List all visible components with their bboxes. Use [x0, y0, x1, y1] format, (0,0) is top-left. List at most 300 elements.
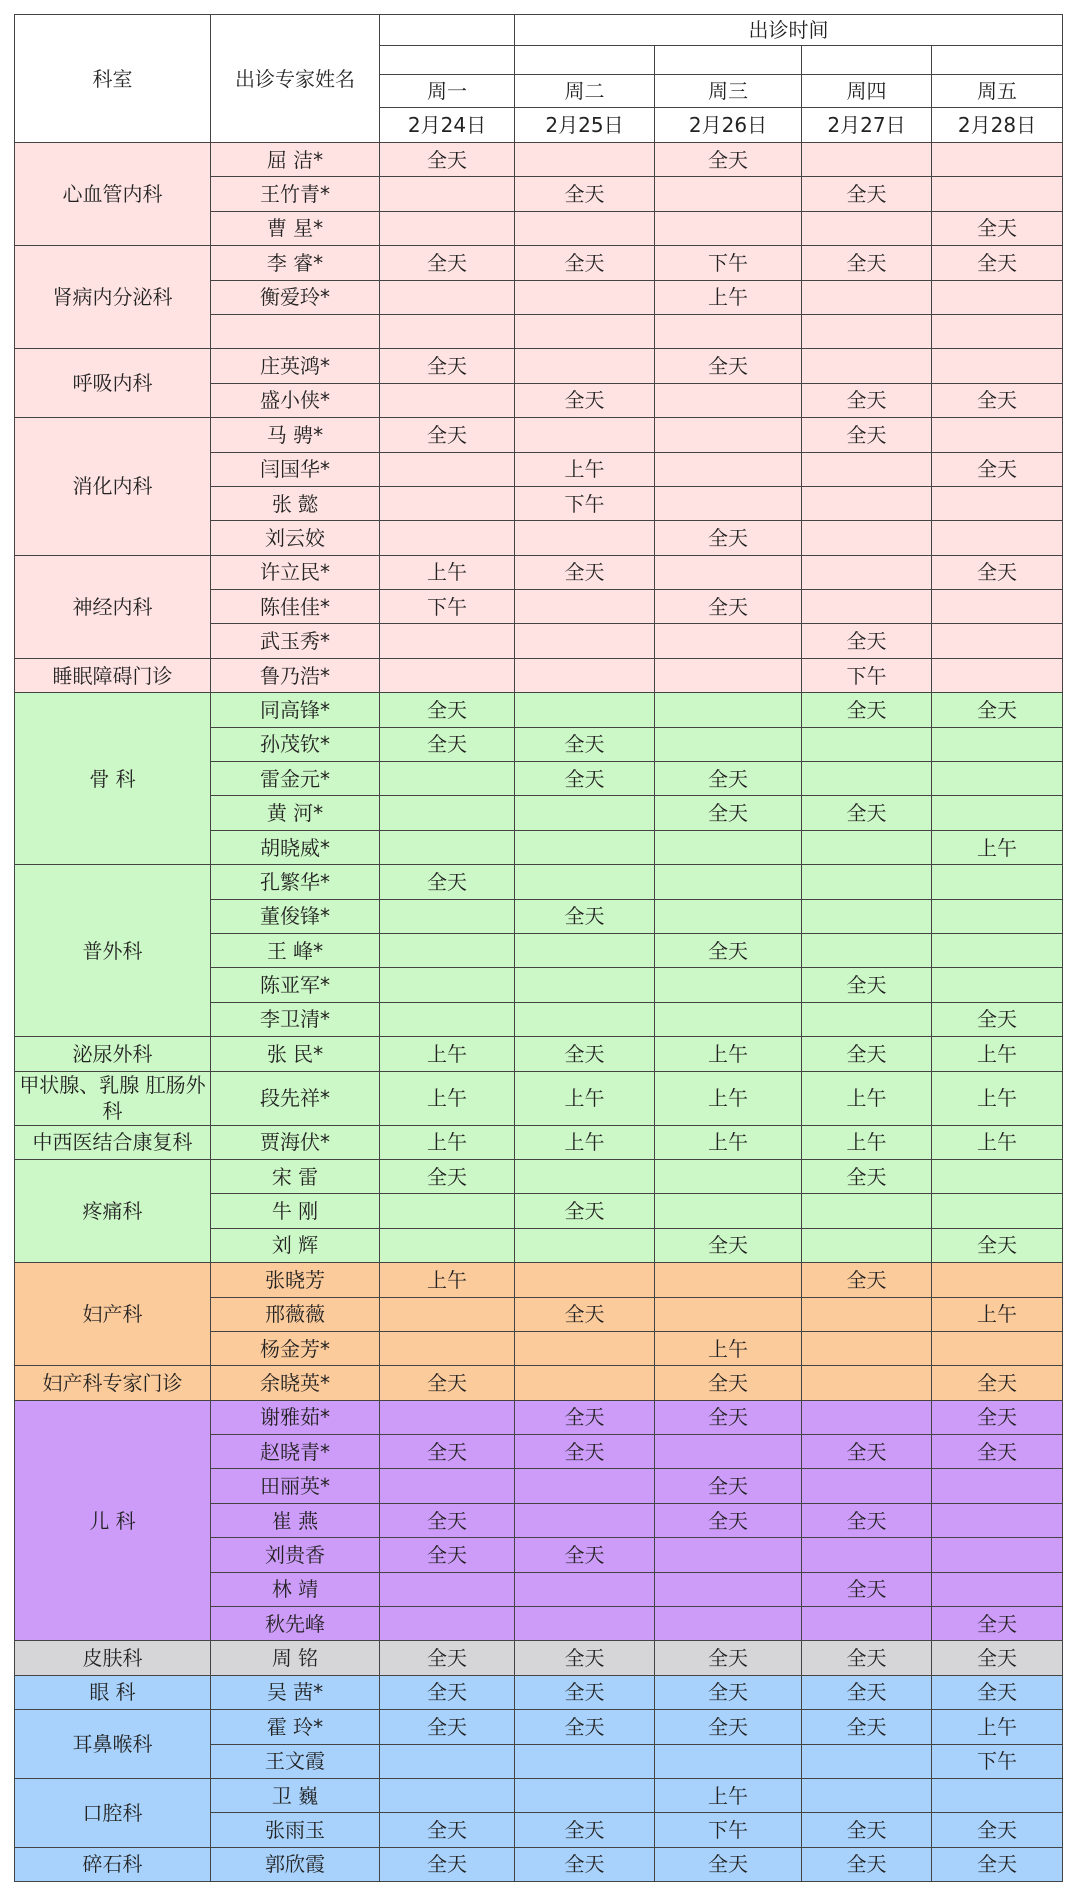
table-row: [15, 1641, 1063, 1675]
schedule-slot-cell: 下午: [515, 486, 655, 520]
schedule-slot-cell: 全天: [932, 1228, 1063, 1262]
schedule-slot-cell: [380, 1469, 515, 1503]
schedule-slot-cell: [515, 1607, 655, 1641]
schedule-slot-cell: [802, 1194, 932, 1228]
schedule-slot-cell: 全天: [802, 1159, 932, 1193]
schedule-slot-cell: [655, 486, 802, 520]
schedule-slot-cell: 全天: [932, 1641, 1063, 1675]
doctor-name-cell: 王竹青*: [211, 177, 380, 211]
doctor-name-cell: 同高锋*: [211, 693, 380, 727]
doctor-name-cell: 田丽英*: [211, 1469, 380, 1503]
weekday-header: 周二: [515, 75, 655, 108]
department-cell: 呼吸内科: [15, 349, 211, 418]
doctor-name-cell: 盛小侠*: [211, 383, 380, 417]
doctor-name-cell: 王文霞: [211, 1744, 380, 1778]
table-row: [15, 1125, 1063, 1159]
schedule-slot-cell: 上午: [655, 280, 802, 314]
schedule-slot-cell: [802, 349, 932, 383]
department-cell: 普外科: [15, 865, 211, 1037]
table-row: [15, 349, 1063, 383]
schedule-slot-cell: 全天: [802, 383, 932, 417]
schedule-slot-cell: 上午: [655, 1037, 802, 1071]
schedule-slot-cell: 上午: [655, 1125, 802, 1159]
schedule-slot-cell: 上午: [932, 1710, 1063, 1744]
schedule-slot-cell: 上午: [515, 452, 655, 486]
schedule-slot-cell: [932, 486, 1063, 520]
schedule-slot-cell: [932, 280, 1063, 314]
doctor-name-cell: 李卫清*: [211, 1002, 380, 1036]
doctor-name-cell: [211, 314, 380, 348]
schedule-slot-cell: 全天: [380, 865, 515, 899]
schedule-slot-cell: [380, 1002, 515, 1036]
doctor-name-cell: 胡晓威*: [211, 830, 380, 864]
schedule-slot-cell: [515, 1159, 655, 1193]
table-row: [15, 693, 1063, 727]
schedule-slot-cell: [655, 1538, 802, 1572]
doctor-name-cell: 黄 河*: [211, 796, 380, 830]
schedule-slot-cell: [802, 727, 932, 761]
schedule-slot-cell: [802, 1002, 932, 1036]
schedule-slot-cell: [380, 1228, 515, 1262]
schedule-slot-cell: 全天: [380, 693, 515, 727]
schedule-slot-cell: 全天: [802, 796, 932, 830]
schedule-slot-cell: 全天: [802, 693, 932, 727]
schedule-slot-cell: 全天: [802, 1710, 932, 1744]
schedule-slot-cell: 下午: [932, 1744, 1063, 1778]
schedule-slot-cell: 全天: [655, 1400, 802, 1434]
doctor-name-cell: 鲁乃浩*: [211, 658, 380, 692]
schedule-slot-cell: 全天: [932, 1607, 1063, 1641]
department-cell: 妇产科专家门诊: [15, 1366, 211, 1400]
schedule-slot-cell: [932, 1331, 1063, 1365]
schedule-slot-cell: 全天: [802, 624, 932, 658]
doctor-name-cell: 宋 雷: [211, 1159, 380, 1193]
schedule-slot-cell: [655, 1607, 802, 1641]
schedule-slot-cell: [655, 624, 802, 658]
doctor-name-cell: 赵晓青*: [211, 1435, 380, 1469]
doctor-name-cell: 王 峰*: [211, 933, 380, 967]
schedule-slot-cell: [655, 452, 802, 486]
schedule-slot-cell: 全天: [932, 1813, 1063, 1847]
schedule-slot-cell: 全天: [655, 1366, 802, 1400]
doctor-name-cell: 张 懿: [211, 486, 380, 520]
schedule-slot-cell: [932, 418, 1063, 452]
doctor-name-cell: 贾海伏*: [211, 1125, 380, 1159]
doctor-name-cell: 段先祥*: [211, 1071, 380, 1125]
schedule-slot-cell: 上午: [932, 1071, 1063, 1125]
doctor-name-cell: 刘贵香: [211, 1538, 380, 1572]
schedule-slot-cell: 全天: [380, 418, 515, 452]
department-cell: 口腔科: [15, 1778, 211, 1847]
schedule-slot-cell: [515, 693, 655, 727]
schedule-slot-cell: 全天: [655, 796, 802, 830]
schedule-slot-cell: 全天: [515, 1641, 655, 1675]
schedule-slot-cell: [932, 1572, 1063, 1606]
schedule-slot-cell: [802, 1744, 932, 1778]
table-row: [15, 1400, 1063, 1434]
schedule-slot-cell: 全天: [655, 1710, 802, 1744]
schedule-slot-cell: [932, 933, 1063, 967]
schedule-slot-cell: [655, 383, 802, 417]
doctor-name-cell: 许立民*: [211, 555, 380, 589]
schedule-slot-cell: [932, 899, 1063, 933]
table-row: [15, 1847, 1063, 1881]
schedule-slot-cell: [932, 727, 1063, 761]
table-row: [15, 418, 1063, 452]
table-row: [15, 1778, 1063, 1812]
schedule-slot-cell: 全天: [932, 555, 1063, 589]
schedule-slot-cell: [380, 762, 515, 796]
table-row: [15, 865, 1063, 899]
doctor-name-cell: 牛 刚: [211, 1194, 380, 1228]
schedule-slot-cell: [932, 796, 1063, 830]
table-row: [15, 1071, 1063, 1125]
schedule-slot-cell: 全天: [655, 1847, 802, 1881]
schedule-slot-cell: 全天: [515, 1538, 655, 1572]
schedule-slot-cell: [515, 1228, 655, 1262]
schedule-slot-cell: [802, 521, 932, 555]
department-cell: 儿 科: [15, 1400, 211, 1641]
doctor-name-cell: 郭欣霞: [211, 1847, 380, 1881]
schedule-slot-cell: [515, 796, 655, 830]
schedule-slot-cell: [380, 1331, 515, 1365]
schedule-slot-cell: 上午: [380, 1037, 515, 1071]
schedule-slot-cell: [802, 933, 932, 967]
schedule-slot-cell: [380, 658, 515, 692]
date-header: 2月27日: [802, 108, 932, 143]
schedule-slot-cell: [655, 1744, 802, 1778]
schedule-slot-cell: [932, 1263, 1063, 1297]
department-cell: 妇产科: [15, 1263, 211, 1366]
doctor-name-cell: 陈佳佳*: [211, 590, 380, 624]
doctor-name-cell: 周 铭: [211, 1641, 380, 1675]
schedule-slot-cell: 全天: [802, 1641, 932, 1675]
schedule-slot-cell: [655, 1194, 802, 1228]
schedule-slot-cell: [932, 624, 1063, 658]
schedule-slot-cell: [380, 314, 515, 348]
schedule-slot-cell: 全天: [380, 1503, 515, 1537]
schedule-slot-cell: [655, 555, 802, 589]
header-blank-cell: [380, 46, 515, 75]
doctor-name-cell: 曹 星*: [211, 211, 380, 245]
schedule-slot-cell: 全天: [515, 177, 655, 211]
schedule-slot-cell: 全天: [802, 1572, 932, 1606]
schedule-slot-cell: [932, 658, 1063, 692]
schedule-slot-cell: [932, 1194, 1063, 1228]
header-blank-cell: [515, 46, 655, 75]
schedule-slot-cell: [655, 1263, 802, 1297]
schedule-slot-cell: 全天: [515, 1675, 655, 1709]
schedule-slot-cell: [655, 211, 802, 245]
schedule-slot-cell: [515, 1366, 655, 1400]
table-row: [15, 658, 1063, 692]
schedule-slot-cell: [380, 899, 515, 933]
schedule-slot-cell: 全天: [515, 1037, 655, 1071]
schedule-slot-cell: 下午: [655, 246, 802, 280]
header-row-title: [15, 15, 1063, 46]
schedule-slot-cell: 全天: [932, 693, 1063, 727]
department-cell: 骨 科: [15, 693, 211, 865]
weekday-header: 周三: [655, 75, 802, 108]
doctor-name-cell: 张 民*: [211, 1037, 380, 1071]
schedule-slot-cell: [380, 1778, 515, 1812]
schedule-slot-cell: 全天: [802, 246, 932, 280]
doctor-name-cell: 庄英鸿*: [211, 349, 380, 383]
schedule-slot-cell: 全天: [802, 1263, 932, 1297]
schedule-slot-cell: 全天: [515, 1847, 655, 1881]
schedule-slot-cell: 全天: [655, 1641, 802, 1675]
doctor-name-cell: 孙茂钦*: [211, 727, 380, 761]
schedule-slot-cell: 上午: [932, 1037, 1063, 1071]
schedule-slot-cell: 全天: [655, 1228, 802, 1262]
schedule-slot-cell: 全天: [655, 521, 802, 555]
schedule-slot-cell: [655, 693, 802, 727]
department-cell: 肾病内分泌科: [15, 246, 211, 349]
schedule-slot-cell: 全天: [932, 452, 1063, 486]
schedule-slot-cell: [932, 590, 1063, 624]
schedule-slot-cell: [380, 624, 515, 658]
time-column-header: 出诊时间: [515, 15, 1063, 46]
doctor-name-cell: 刘云姣: [211, 521, 380, 555]
schedule-slot-cell: [380, 1194, 515, 1228]
doctor-name-cell: 孔繁华*: [211, 865, 380, 899]
schedule-slot-cell: 全天: [802, 1675, 932, 1709]
schedule-slot-cell: 全天: [932, 383, 1063, 417]
schedule-slot-cell: 全天: [380, 727, 515, 761]
schedule-slot-cell: 全天: [515, 899, 655, 933]
schedule-slot-cell: [515, 1744, 655, 1778]
doctor-name-cell: 马 骋*: [211, 418, 380, 452]
schedule-slot-cell: [802, 1469, 932, 1503]
doctor-name-cell: 董俊锋*: [211, 899, 380, 933]
schedule-slot-cell: [655, 899, 802, 933]
table-row: [15, 143, 1063, 177]
schedule-slot-cell: 上午: [802, 1125, 932, 1159]
schedule-slot-cell: [515, 1002, 655, 1036]
schedule-slot-cell: 全天: [802, 1503, 932, 1537]
department-cell: 甲状腺、乳腺 肛肠外科: [15, 1071, 211, 1125]
doctor-name-cell: 谢雅茹*: [211, 1400, 380, 1434]
schedule-slot-cell: [515, 1263, 655, 1297]
schedule-slot-cell: [802, 1366, 932, 1400]
schedule-slot-cell: [655, 418, 802, 452]
table-row: [15, 246, 1063, 280]
schedule-slot-cell: [802, 1538, 932, 1572]
schedule-slot-cell: 全天: [655, 1503, 802, 1537]
weekday-header: 周一: [380, 75, 515, 108]
schedule-slot-cell: 全天: [515, 1297, 655, 1331]
doctor-name-cell: 武玉秀*: [211, 624, 380, 658]
schedule-slot-cell: [380, 280, 515, 314]
schedule-slot-cell: [515, 968, 655, 1002]
schedule-slot-cell: 下午: [380, 590, 515, 624]
schedule-slot-cell: [655, 1435, 802, 1469]
schedule-slot-cell: 全天: [802, 1813, 932, 1847]
schedule-slot-cell: 全天: [655, 143, 802, 177]
date-header: 2月25日: [515, 108, 655, 143]
schedule-slot-cell: 全天: [932, 1400, 1063, 1434]
schedule-slot-cell: [932, 349, 1063, 383]
schedule-slot-cell: [932, 143, 1063, 177]
schedule-slot-cell: [515, 1572, 655, 1606]
schedule-slot-cell: 全天: [932, 1435, 1063, 1469]
schedule-slot-cell: [380, 452, 515, 486]
doctor-name-cell: 邢薇薇: [211, 1297, 380, 1331]
schedule-slot-cell: [802, 590, 932, 624]
schedule-slot-cell: [932, 865, 1063, 899]
schedule-slot-cell: [655, 1002, 802, 1036]
weekday-header: 周五: [932, 75, 1063, 108]
schedule-slot-cell: [380, 968, 515, 1002]
schedule-slot-cell: 上午: [655, 1071, 802, 1125]
schedule-slot-cell: [655, 314, 802, 348]
schedule-slot-cell: [802, 1297, 932, 1331]
table-row: [15, 1366, 1063, 1400]
schedule-slot-cell: [515, 211, 655, 245]
schedule-slot-cell: [655, 727, 802, 761]
schedule-slot-cell: [802, 899, 932, 933]
schedule-slot-cell: [380, 933, 515, 967]
date-header: 2月24日: [380, 108, 515, 143]
schedule-slot-cell: 全天: [655, 1675, 802, 1709]
schedule-slot-cell: [655, 1297, 802, 1331]
schedule-slot-cell: [802, 1400, 932, 1434]
schedule-slot-cell: [515, 1778, 655, 1812]
schedule-slot-cell: [515, 143, 655, 177]
department-cell: 皮肤科: [15, 1641, 211, 1675]
schedule-slot-cell: [380, 211, 515, 245]
doctor-name-cell: 杨金芳*: [211, 1331, 380, 1365]
schedule-table: [14, 14, 1063, 1882]
schedule-slot-cell: [380, 1744, 515, 1778]
schedule-slot-cell: [802, 314, 932, 348]
schedule-slot-cell: [380, 177, 515, 211]
doctor-column-header: 出诊专家姓名: [211, 15, 380, 143]
schedule-slot-cell: 下午: [655, 1813, 802, 1847]
schedule-slot-cell: 全天: [380, 1847, 515, 1881]
doctor-name-cell: 崔 燕: [211, 1503, 380, 1537]
schedule-slot-cell: 全天: [380, 349, 515, 383]
schedule-slot-cell: 全天: [380, 1538, 515, 1572]
schedule-slot-cell: [515, 1503, 655, 1537]
schedule-slot-cell: [515, 658, 655, 692]
header-blank-cell: [932, 46, 1063, 75]
schedule-slot-cell: [802, 1607, 932, 1641]
schedule-slot-cell: [515, 314, 655, 348]
department-cell: 神经内科: [15, 555, 211, 658]
schedule-slot-cell: 下午: [802, 658, 932, 692]
schedule-slot-cell: [380, 1400, 515, 1434]
schedule-slot-cell: [802, 143, 932, 177]
schedule-slot-cell: 上午: [380, 1125, 515, 1159]
schedule-slot-cell: [932, 1503, 1063, 1537]
doctor-name-cell: 吴 茜*: [211, 1675, 380, 1709]
schedule-slot-cell: [932, 1159, 1063, 1193]
schedule-slot-cell: 全天: [932, 246, 1063, 280]
schedule-slot-cell: [380, 1297, 515, 1331]
date-header: 2月26日: [655, 108, 802, 143]
schedule-slot-cell: 全天: [515, 246, 655, 280]
schedule-slot-cell: 上午: [380, 1263, 515, 1297]
schedule-slot-cell: 全天: [380, 1710, 515, 1744]
schedule-slot-cell: 上午: [655, 1331, 802, 1365]
schedule-slot-cell: 全天: [515, 1813, 655, 1847]
schedule-slot-cell: 全天: [655, 933, 802, 967]
schedule-slot-cell: [932, 521, 1063, 555]
doctor-name-cell: 衡爱玲*: [211, 280, 380, 314]
department-cell: 消化内科: [15, 418, 211, 556]
date-header: 2月28日: [932, 108, 1063, 143]
schedule-slot-cell: [932, 1778, 1063, 1812]
weekday-header: 周四: [802, 75, 932, 108]
schedule-body: [15, 15, 1063, 1882]
schedule-slot-cell: 全天: [380, 1813, 515, 1847]
schedule-slot-cell: [380, 796, 515, 830]
schedule-slot-cell: [802, 211, 932, 245]
schedule-slot-cell: [380, 1572, 515, 1606]
doctor-name-cell: 霍 玲*: [211, 1710, 380, 1744]
schedule-slot-cell: [932, 1538, 1063, 1572]
schedule-slot-cell: [380, 486, 515, 520]
schedule-slot-cell: 全天: [802, 177, 932, 211]
schedule-slot-cell: [802, 452, 932, 486]
schedule-slot-cell: [515, 830, 655, 864]
schedule-slot-cell: [515, 1469, 655, 1503]
schedule-slot-cell: [802, 1778, 932, 1812]
schedule-slot-cell: 全天: [380, 1435, 515, 1469]
schedule-slot-cell: 全天: [380, 1675, 515, 1709]
department-cell: 碎石科: [15, 1847, 211, 1881]
schedule-slot-cell: 全天: [515, 762, 655, 796]
schedule-slot-cell: 全天: [515, 1710, 655, 1744]
schedule-slot-cell: 全天: [932, 1002, 1063, 1036]
doctor-name-cell: 李 睿*: [211, 246, 380, 280]
schedule-slot-cell: [802, 762, 932, 796]
schedule-slot-cell: 上午: [380, 555, 515, 589]
schedule-slot-cell: 上午: [515, 1071, 655, 1125]
schedule-slot-cell: [802, 1331, 932, 1365]
schedule-slot-cell: [802, 865, 932, 899]
schedule-slot-cell: 全天: [380, 246, 515, 280]
schedule-slot-cell: 全天: [515, 383, 655, 417]
schedule-slot-cell: 全天: [380, 143, 515, 177]
doctor-name-cell: 卫 巍: [211, 1778, 380, 1812]
department-cell: 疼痛科: [15, 1159, 211, 1262]
schedule-slot-cell: 全天: [655, 349, 802, 383]
department-cell: 睡眠障碍门诊: [15, 658, 211, 692]
schedule-slot-cell: [932, 968, 1063, 1002]
doctor-name-cell: 秋先峰: [211, 1607, 380, 1641]
schedule-slot-cell: [380, 521, 515, 555]
schedule-slot-cell: [932, 762, 1063, 796]
schedule-slot-cell: [380, 830, 515, 864]
schedule-slot-cell: 上午: [932, 1125, 1063, 1159]
doctor-name-cell: 张雨玉: [211, 1813, 380, 1847]
schedule-slot-cell: 全天: [655, 762, 802, 796]
schedule-slot-cell: [802, 280, 932, 314]
schedule-slot-cell: 全天: [802, 968, 932, 1002]
schedule-slot-cell: 全天: [515, 727, 655, 761]
doctor-name-cell: 余晓英*: [211, 1366, 380, 1400]
schedule-slot-cell: [655, 830, 802, 864]
schedule-slot-cell: [515, 1331, 655, 1365]
schedule-slot-cell: [515, 418, 655, 452]
schedule-slot-cell: [515, 590, 655, 624]
table-row: [15, 1037, 1063, 1071]
header-blank-cell: [380, 15, 515, 46]
schedule-slot-cell: [802, 1228, 932, 1262]
dept-column-header: 科室: [15, 15, 211, 143]
